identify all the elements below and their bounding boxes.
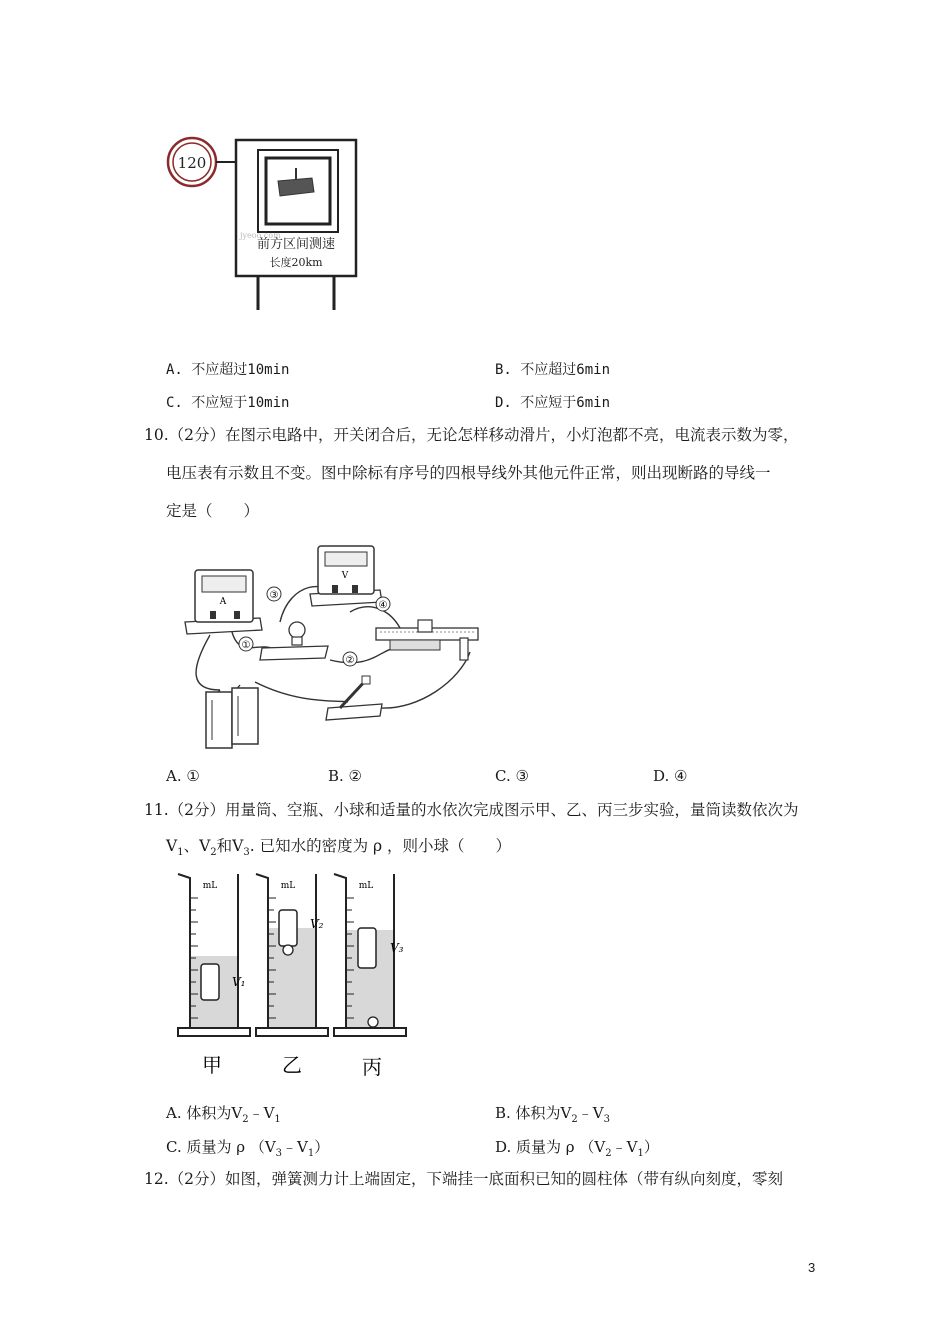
- voltmeter-label: V: [341, 571, 349, 581]
- q10-option-d: D. ④: [653, 767, 688, 785]
- q11-option-c: C. 质量为 ρ $(V_3﹣V_1)$: [166, 1138, 330, 1159]
- q10-line-3: 定是（ ）: [166, 502, 260, 520]
- q11-line-1: 11.（2分）用量筒、空瓶、小球和适量的水依次完成图示甲、乙、丙三步实验，量筒读数依次为: [144, 801, 799, 819]
- q10-line-1: 10.（2分）在图示电路中，开关闭合后，无论怎样移动滑片，小灯泡都不亮，电流表示数为零，: [144, 426, 799, 444]
- q9-option-b: B. 不应超过6min: [495, 362, 611, 378]
- cylinder-jia: [178, 874, 250, 1036]
- ammeter-figure: [185, 570, 262, 634]
- page-number: 3: [808, 1260, 816, 1275]
- label-jia: 甲: [202, 1053, 222, 1077]
- wire-label-1: ①: [241, 640, 251, 651]
- watermark-text: jyeoo.com: [240, 231, 281, 240]
- q9-option-a: A. 不应超过10min: [166, 362, 290, 378]
- cylinders-figure: [168, 868, 428, 1084]
- cyl-yi-unit: mL: [280, 881, 296, 891]
- lamp-figure: [260, 622, 328, 660]
- q11-option-b: B. 体积为$V_2﹣V_3$: [495, 1104, 610, 1125]
- q11-line-2: $V_1$、$V_2$和$V_3$. 已知水的密度为 ρ ，则小球（ ）: [166, 837, 512, 859]
- q11-option-a: A. 体积为$V_2﹣V_1$: [166, 1104, 281, 1125]
- q11-option-d: D. 质量为 ρ $(V_2﹣V_1)$: [495, 1138, 659, 1159]
- q9-option-c: C. 不应短于10min: [166, 395, 290, 411]
- sign-line-2: 长度20km: [269, 256, 323, 269]
- label-yi: 乙: [282, 1053, 302, 1077]
- cyl-jia-v1: V₁: [232, 975, 246, 989]
- q10-line-2: 电压表有示数且不变。图中除标有序号的四根导线外其他元件正常，则出现断路的导线一: [166, 464, 771, 482]
- q12-line-1: 12.（2分）如图，弹簧测力计上端固定，下端挂一底面积已知的圆柱体（带有纵向刻度，零刻: [144, 1170, 784, 1188]
- q10-option-c: C. ③: [495, 767, 529, 785]
- speed-sign-figure: [160, 134, 370, 314]
- battery-figure: [206, 688, 258, 748]
- cylinder-bing: [334, 874, 406, 1036]
- switch-figure: [326, 676, 382, 720]
- speed-limit-value: 120: [177, 154, 207, 172]
- cyl-jia-unit: mL: [202, 881, 218, 891]
- label-bing: 丙: [362, 1055, 382, 1079]
- wire-label-3: ③: [269, 590, 279, 601]
- voltmeter-figure: [310, 546, 382, 606]
- q10-option-a: A. ①: [166, 767, 200, 785]
- ammeter-label: A: [219, 597, 227, 607]
- q9-option-d: D. 不应短于6min: [495, 395, 611, 411]
- cyl-bing-v3: V₃: [390, 941, 404, 955]
- sign-line-1: 前方区间测速: [256, 237, 336, 252]
- cyl-bing-unit: mL: [358, 881, 374, 891]
- q10-option-b: B. ②: [328, 767, 363, 785]
- rheostat-figure: [376, 620, 478, 660]
- wire-label-2: ②: [345, 655, 355, 666]
- cyl-yi-v2: V₂: [310, 917, 324, 931]
- wire-label-4: ④: [378, 600, 388, 611]
- circuit-figure: [180, 540, 490, 758]
- cylinder-yi: [256, 874, 328, 1036]
